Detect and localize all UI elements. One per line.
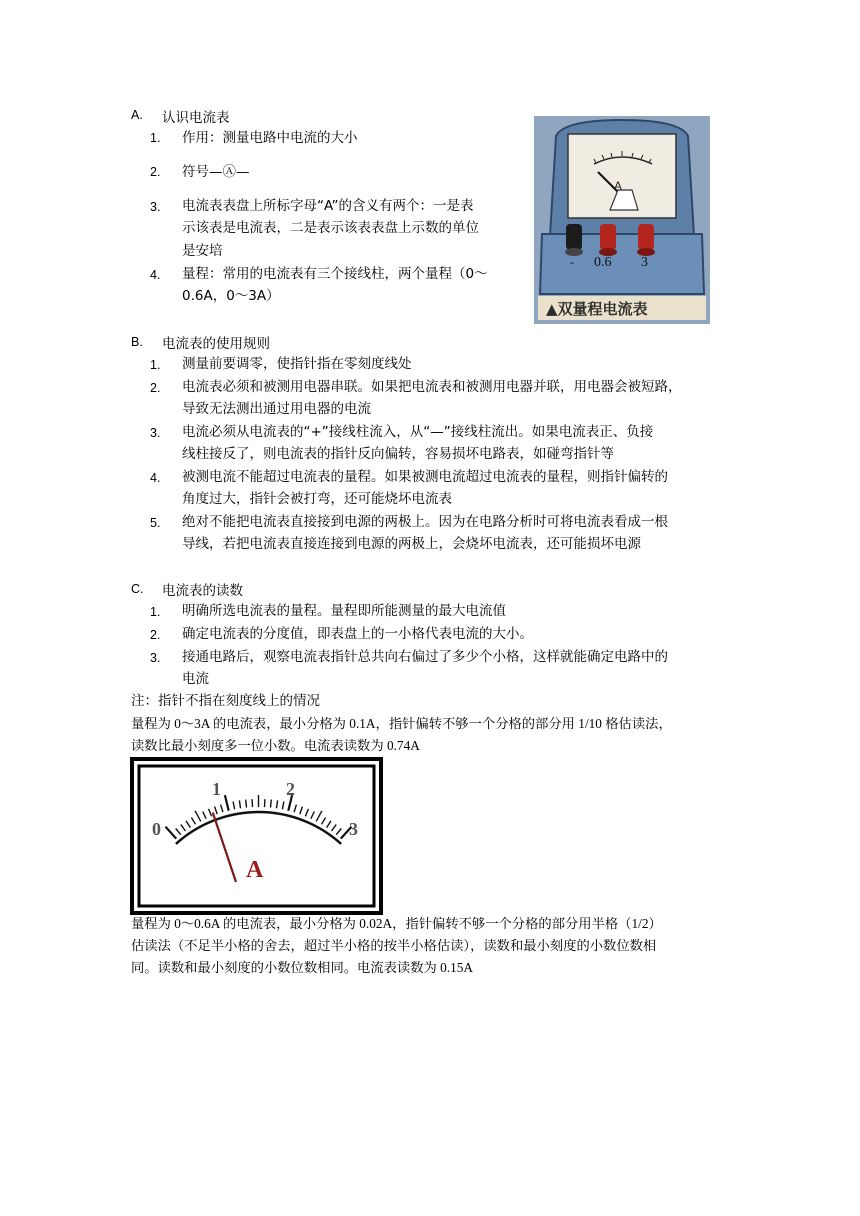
a3-number: 3. xyxy=(150,200,161,214)
b4-text-line2: 角度过大，指针会被打弯，还可能烧坏电流表 xyxy=(182,491,452,507)
a2-text: 符号—Ⓐ— xyxy=(182,164,250,180)
ammeter-dial-figure xyxy=(130,757,383,915)
terminal-label-06: 0.6 xyxy=(594,255,612,270)
b4-text-line1: 被测电流不能超过电流表的量程。如果被测电流超过电流表的量程，则指针偏转的 xyxy=(182,469,668,485)
note-para2-line1: 量程为 0～0.6A 的电流表，最小分格为 0.02A，指针偏转不够一个分格的部分用半格（1/2） xyxy=(131,916,662,931)
b5-text-line1: 绝对不能把电流表直接接到电源的两极上。因为在电路分析时可将电流表看成一根 xyxy=(182,514,668,530)
c2-text: 确定电流表的分度值，即表盘上的一小格代表电流的大小。 xyxy=(182,626,533,642)
b3-number: 3. xyxy=(150,426,161,440)
dual-range-ammeter-photo xyxy=(534,116,710,324)
b5-number: 5. xyxy=(150,516,161,530)
b3-text-line2: 线柱接反了，则电流表的指针反向偏转，容易损坏电路表，如碰弯指针等 xyxy=(182,446,614,462)
red-terminal-icon xyxy=(637,224,655,256)
c1-text: 明确所选电流表的量程。量程即所能测量的最大电流值 xyxy=(182,603,506,619)
section-b-label: B. xyxy=(131,335,143,349)
a1-number: 1. xyxy=(150,131,161,145)
a4-text-line1: 量程：常用的电流表有三个接线柱，两个量程（0～ xyxy=(182,266,488,282)
note-title: 注：指针不指在刻度线上的情况 xyxy=(131,693,320,709)
b1-number: 1. xyxy=(150,358,161,372)
b2-number: 2. xyxy=(150,381,161,395)
terminal-label-neg: - xyxy=(570,255,574,269)
b3-text-line1: 电流必须从电流表的“+”接线柱流入，从“—”接线柱流出。如果电流表正、负接 xyxy=(182,424,654,440)
c1-number: 1. xyxy=(150,605,161,619)
a1-text: 作用：测量电路中电流的大小 xyxy=(182,130,358,146)
a2-number: 2. xyxy=(150,165,161,179)
note-para1-line2: 读数比最小刻度多一位小数。电流表读数为 0.74A xyxy=(131,738,420,753)
scale-label-0: 0 xyxy=(152,819,161,839)
a3-text-line2: 示该表是电流表，二是表示该表表盘上示数的单位 xyxy=(182,220,479,236)
section-a-title: 认识电流表 xyxy=(162,110,230,126)
scale-label-3: 3 xyxy=(349,819,358,839)
a3-text-line1: 电流表表盘上所标字母“A”的含义有两个：一是表 xyxy=(182,198,474,214)
b5-text-line2: 导线，若把电流表直接连接到电源的两极上，会烧坏电流表，还可能损坏电源 xyxy=(182,536,641,552)
b1-text: 测量前要调零，使指针指在零刻度线处 xyxy=(182,356,412,372)
c2-number: 2. xyxy=(150,628,161,642)
section-b-title: 电流表的使用规则 xyxy=(162,336,270,352)
terminal-label-3: 3 xyxy=(641,255,648,270)
note-para2-line3: 同。读数和最小刻度的小数位数相同。电流表读数为 0.15A xyxy=(131,960,474,975)
red-terminal-icon xyxy=(599,224,617,256)
black-terminal-icon xyxy=(565,224,583,256)
section-a-label: A. xyxy=(131,108,143,122)
section-c-label: C. xyxy=(131,582,144,596)
b2-text-line1: 电流表必须和被测用电器串联。如果把电流表和被测用电器并联，用电器会被短路， xyxy=(182,379,682,395)
a4-number: 4. xyxy=(150,268,161,282)
dial-tick xyxy=(271,800,272,808)
c3-text-line2: 电流 xyxy=(182,671,209,687)
a4-text-line2: 0.6A，0～3A） xyxy=(182,288,280,304)
dial-tick xyxy=(246,800,247,808)
c3-number: 3. xyxy=(150,651,161,665)
b2-text-line2: 导致无法测出通过用电器的电流 xyxy=(182,401,371,417)
scale-label-1: 1 xyxy=(212,779,221,799)
photo-dial-letter: A xyxy=(614,179,623,193)
section-c-title: 电流表的读数 xyxy=(162,583,243,599)
c3-text-line1: 接通电路后，观察电流表指针总共向右偏过了多少个小格，这样就能确定电路中的 xyxy=(182,649,668,665)
gauge-unit-label: A xyxy=(246,857,264,883)
a3-text-line3: 是安培 xyxy=(182,243,223,259)
b4-number: 4. xyxy=(150,471,161,485)
note-para1-line1: 量程为 0～3A 的电流表，最小分格为 0.1A，指针偏转不够一个分格的部分用 1/10 格估读法， xyxy=(131,716,672,731)
photo-caption: ▲双量程电流表 xyxy=(546,300,648,318)
note-para2-line2: 估读法（不足半小格的舍去，超过半小格的按半小格估读），读数和最小刻度的小数位数相 xyxy=(131,938,657,953)
scale-label-2: 2 xyxy=(286,779,295,799)
